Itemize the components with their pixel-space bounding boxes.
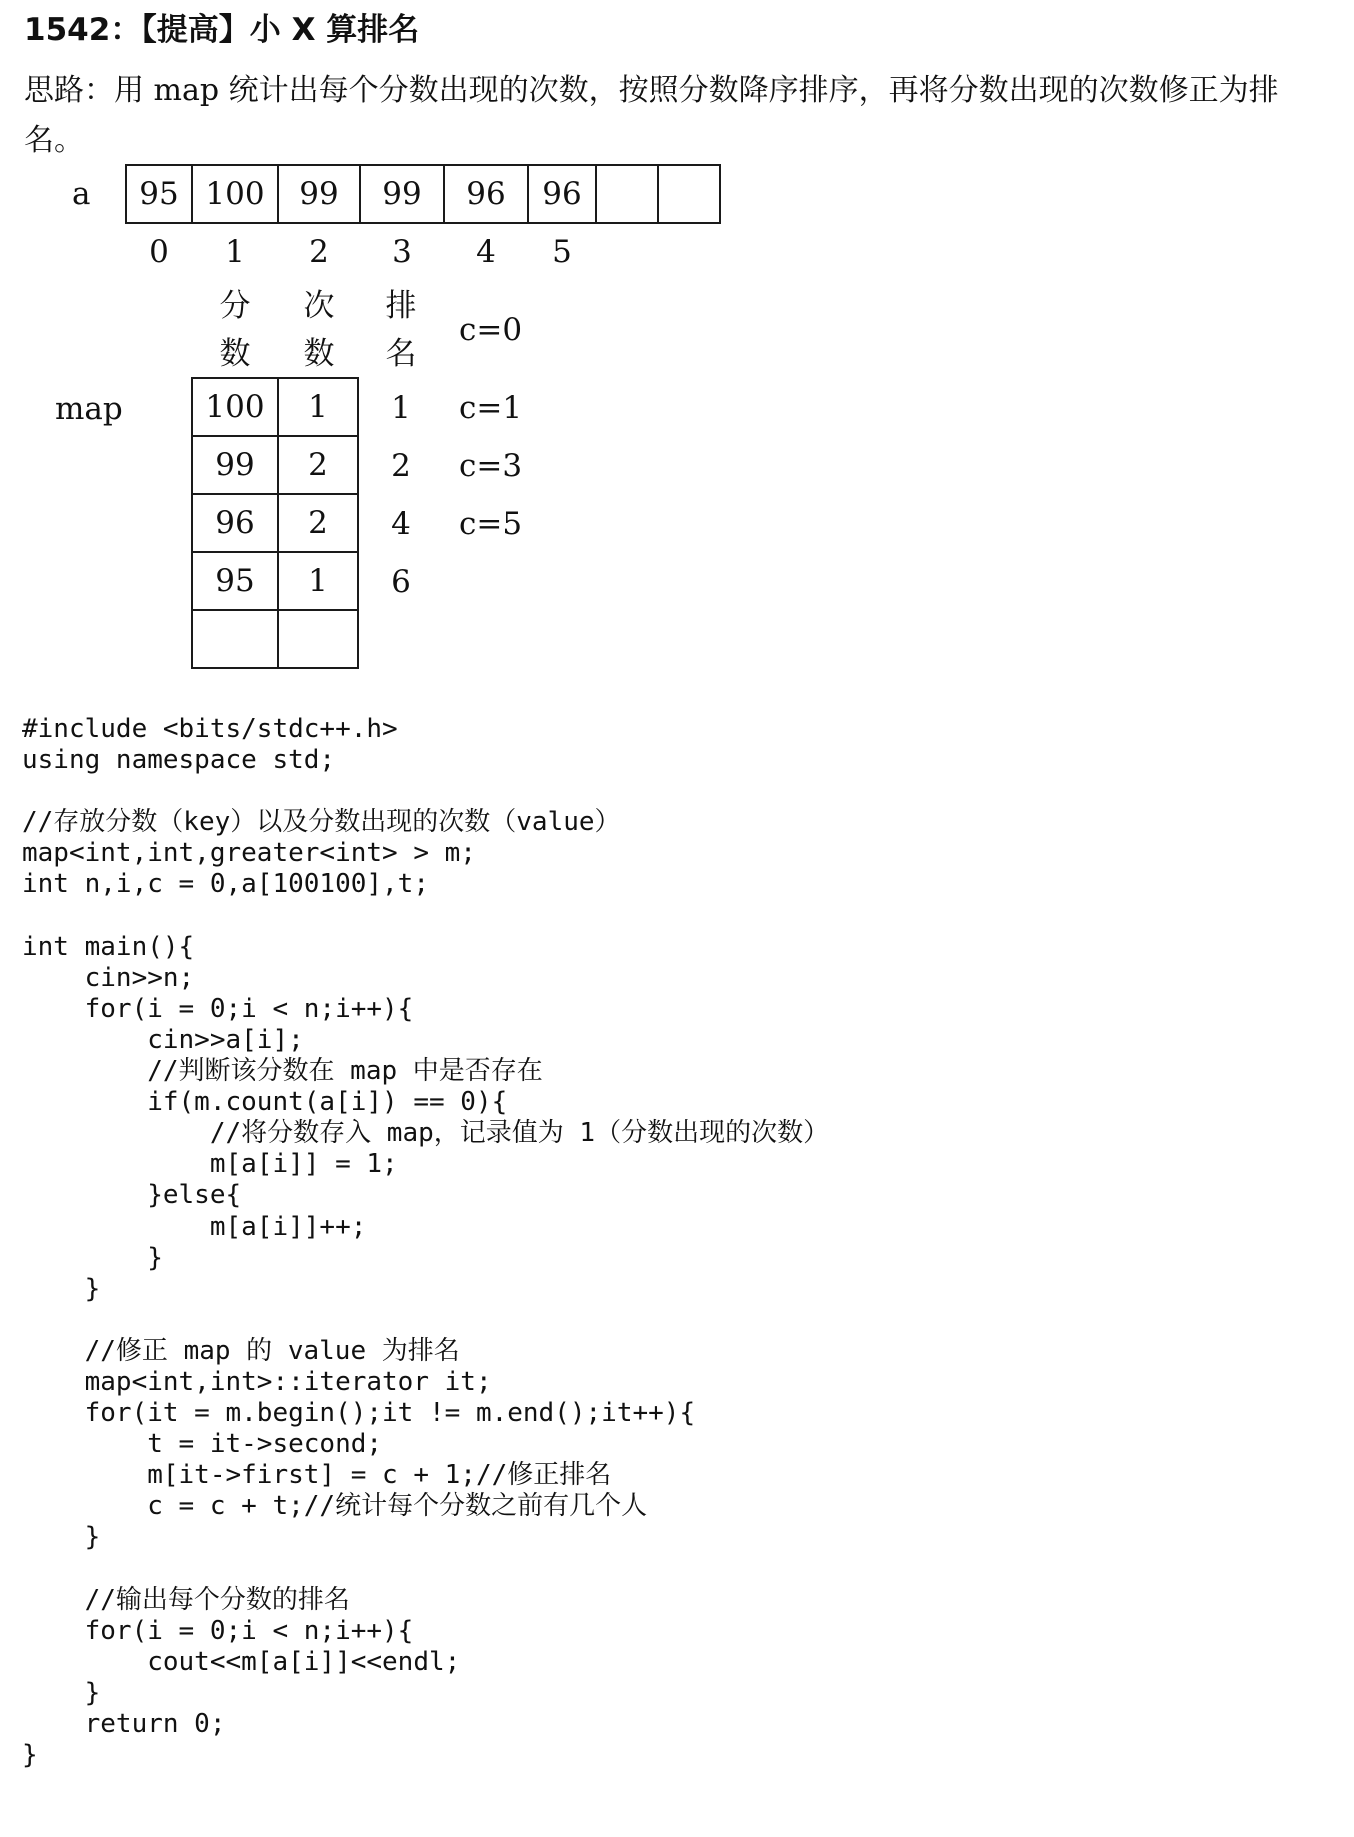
code-line: using namespace std;	[22, 745, 336, 776]
array-index: 2	[309, 234, 329, 270]
code-line: }	[22, 1242, 163, 1273]
array-cell	[657, 164, 721, 224]
rank-value: 6	[391, 564, 411, 600]
map-value-cell: 2	[277, 493, 359, 553]
page-title: 1542：【提高】小 X 算排名	[24, 12, 420, 48]
code-line: //修正 map 的 value 为排名	[22, 1335, 460, 1366]
code-line: int main(){	[22, 931, 195, 962]
map-value-cell: 1	[277, 377, 359, 437]
array-cell: 99	[277, 164, 361, 224]
array-index: 4	[476, 234, 496, 270]
map-value-cell: 1	[277, 551, 359, 611]
code-line: map<int,int>::iterator it;	[22, 1366, 492, 1397]
array-cell: 99	[359, 164, 445, 224]
code-line: cin>>n;	[22, 962, 195, 993]
map-value-cell: 2	[277, 435, 359, 495]
array-cell: 96	[443, 164, 529, 224]
counter-initial: c=0	[459, 312, 523, 348]
rank-value: 1	[391, 390, 411, 426]
code-line: return 0;	[22, 1709, 226, 1739]
array-cell	[595, 164, 659, 224]
map-label: map	[55, 391, 123, 427]
column-header-rank: 排名	[385, 288, 417, 372]
code-line: m[it->first] = c + 1;//修正排名	[22, 1460, 612, 1491]
code-line: cout<<m[a[i]]<<endl;	[22, 1646, 461, 1677]
column-header-count: 次数	[303, 288, 335, 372]
map-key-cell	[191, 609, 279, 669]
code-line: for(i = 0;i < n;i++){	[22, 1615, 414, 1646]
code-line: c = c + t;//统计每个分数之前有几个人	[22, 1491, 648, 1522]
code-line: }	[22, 1273, 101, 1304]
code-line: for(i = 0;i < n;i++){	[22, 993, 414, 1024]
array-index: 1	[225, 234, 245, 270]
array-cell: 95	[125, 164, 193, 224]
counter-value: c=1	[459, 390, 523, 426]
array-cell: 100	[191, 164, 279, 224]
code-line: m[a[i]]++;	[22, 1211, 367, 1242]
code-line: m[a[i]] = 1;	[22, 1149, 398, 1180]
solution-idea: 思路：用 map 统计出每个分数出现的次数，按照分数降序排序，再将分数出现的次数修正为排名。	[24, 73, 1279, 158]
map-key-cell: 100	[191, 377, 279, 437]
code-line: }	[22, 1677, 101, 1708]
column-header-score: 分数	[219, 288, 251, 372]
counter-value: c=5	[459, 506, 523, 542]
map-key-cell: 96	[191, 493, 279, 553]
map-key-cell: 99	[191, 435, 279, 495]
map-key-cell: 95	[191, 551, 279, 611]
code-line: #include <bits/stdc++.h>	[22, 714, 398, 744]
array-cell: 96	[527, 164, 597, 224]
code-line: //存放分数（key）以及分数出现的次数（value）	[22, 807, 621, 838]
code-block	[22, 714, 829, 1771]
array-index: 5	[552, 234, 572, 270]
code-line: if(m.count(a[i]) == 0){	[22, 1087, 508, 1118]
rank-value: 2	[391, 448, 411, 484]
rank-value: 4	[391, 506, 411, 542]
array-index: 3	[392, 234, 412, 270]
code-line: }else{	[22, 1180, 242, 1211]
map-value-cell	[277, 609, 359, 669]
code-line: cin>>a[i];	[22, 1024, 304, 1055]
code-line: map<int,int,greater<int> > m;	[22, 838, 476, 869]
code-line: //将分数存入 map，记录值为 1（分数出现的次数）	[22, 1118, 830, 1149]
code-line: }	[22, 1522, 101, 1553]
array-label: a	[72, 176, 91, 212]
code-line: for(it = m.begin();it != m.end();it++){	[22, 1398, 696, 1429]
code-line: }	[22, 1740, 38, 1771]
code-line: //判断该分数在 map 中是否存在	[22, 1056, 543, 1087]
counter-value: c=3	[459, 448, 523, 484]
code-line: int n,i,c = 0,a[100100],t;	[22, 869, 429, 900]
code-line: //输出每个分数的排名	[22, 1584, 350, 1615]
array-index: 0	[149, 234, 169, 270]
code-line: t = it->second;	[22, 1429, 383, 1460]
